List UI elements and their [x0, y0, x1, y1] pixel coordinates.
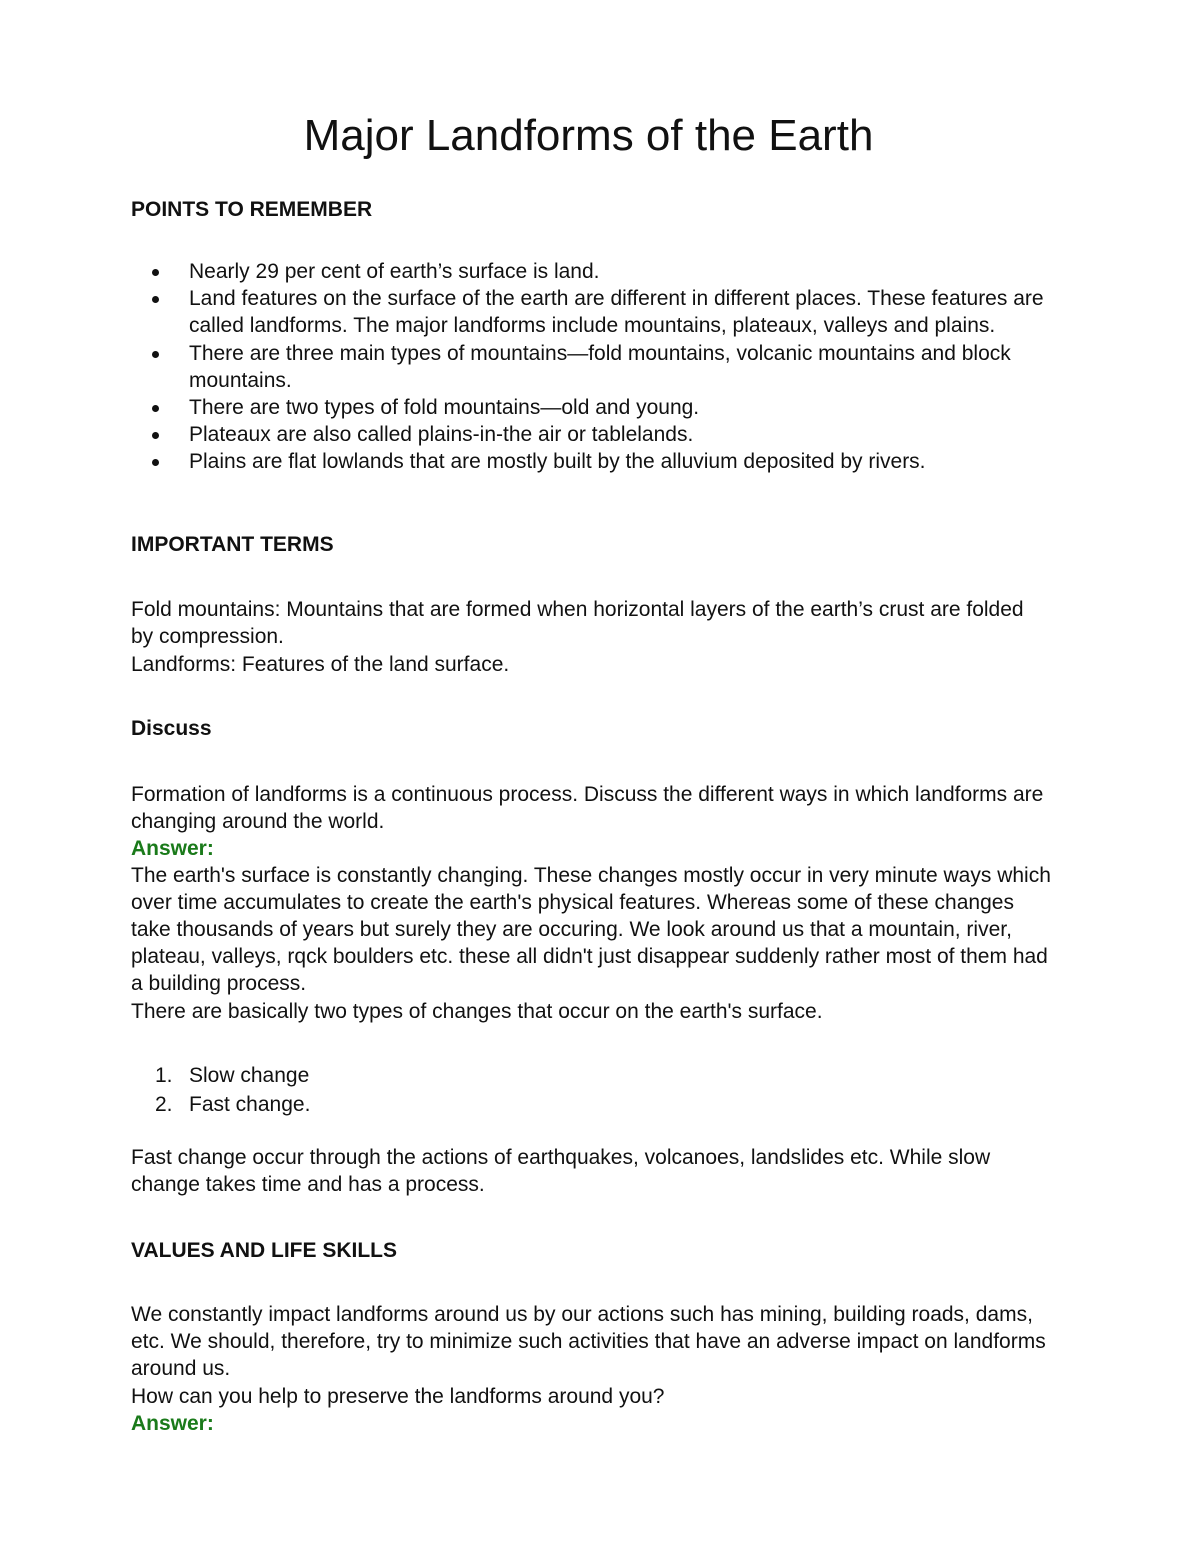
- list-item: [131, 394, 1051, 421]
- list-item-text: Land features on the surface of the earth are different in different places. These features are called landforms. The major landforms include mountains, plateaux, valleys and plains.: [189, 287, 1044, 338]
- list-item-text: Plateaux are also called plains-in-the air or tablelands.: [189, 423, 694, 447]
- list-item: [131, 340, 1051, 394]
- important-terms-heading: IMPORTANT TERMS: [131, 533, 334, 556]
- points-to-remember-heading: POINTS TO REMEMBER: [131, 198, 373, 221]
- values-heading: VALUES AND LIFE SKILLS: [131, 1239, 398, 1262]
- list-number: 2.: [155, 1092, 173, 1116]
- bullet-icon: [152, 405, 159, 412]
- list-item: [131, 1091, 1031, 1120]
- answer-label: Answer:: [131, 837, 214, 860]
- points-list: [131, 258, 1051, 476]
- term-fold-mountains: Fold mountains: Mountains that are formed when horizontal layers of the earth’s crust are folded by compression.: [131, 598, 1024, 648]
- list-item-text: Plains are flat lowlands that are mostly built by the alluvium deposited by rivers.: [189, 450, 926, 474]
- discuss-heading: Discuss: [131, 717, 212, 740]
- change-types-list: [131, 1062, 1031, 1119]
- discuss-answer-text: The earth's surface is constantly changing. These changes mostly occur in very minute ways which over time accumulates to create the earth's physical features. Whereas some of these changes take thousands of years but surely they are occuring. We look around us that a mountain, river, plateau, valleys, rqck boulders etc. these all didn't just disappear suddenly rather most of them had a building process.: [131, 864, 1051, 995]
- bullet-icon: [152, 269, 159, 276]
- change-types-intro: There are basically two types of changes that occur on the earth's surface.: [131, 1000, 823, 1023]
- bullet-icon: [152, 296, 159, 303]
- list-number: 1.: [155, 1064, 173, 1087]
- bullet-icon: [152, 459, 159, 466]
- bullet-icon: [152, 351, 159, 358]
- answer-label: Answer:: [131, 1412, 214, 1435]
- term-landforms: Landforms: Features of the land surface.: [131, 653, 510, 676]
- list-item: [131, 421, 1051, 448]
- list-item: [131, 1062, 1031, 1091]
- page-title: Major Landforms of the Earth: [303, 111, 874, 160]
- discuss-question: Formation of landforms is a continuous process. Discuss the different ways in which landforms are changing around the world.: [131, 783, 1044, 833]
- list-item-text: Slow change: [189, 1064, 310, 1087]
- list-item: [131, 258, 1051, 285]
- list-item: [131, 448, 1051, 475]
- change-conclusion: Fast change occur through the actions of earthquakes, volcanoes, landslides etc. While slow change takes time and has a process.: [131, 1146, 991, 1196]
- list-item-text: There are three main types of mountains—fold mountains, volcanic mountains and block mountains.: [189, 341, 1011, 392]
- list-item: [131, 285, 1051, 339]
- bullet-icon: [152, 432, 159, 439]
- list-item-text: Fast change.: [189, 1092, 311, 1116]
- values-question: How can you help to preserve the landforms around you?: [131, 1385, 665, 1408]
- list-item-text: Nearly 29 per cent of earth’s surface is land.: [189, 260, 600, 283]
- values-text: We constantly impact landforms around us by our actions such has mining, building roads, dams, etc. We should, therefore, try to minimize such activities that have an adverse impact on landforms around us.: [131, 1303, 1046, 1380]
- list-item-text: There are two types of fold mountains—old and young.: [189, 396, 700, 420]
